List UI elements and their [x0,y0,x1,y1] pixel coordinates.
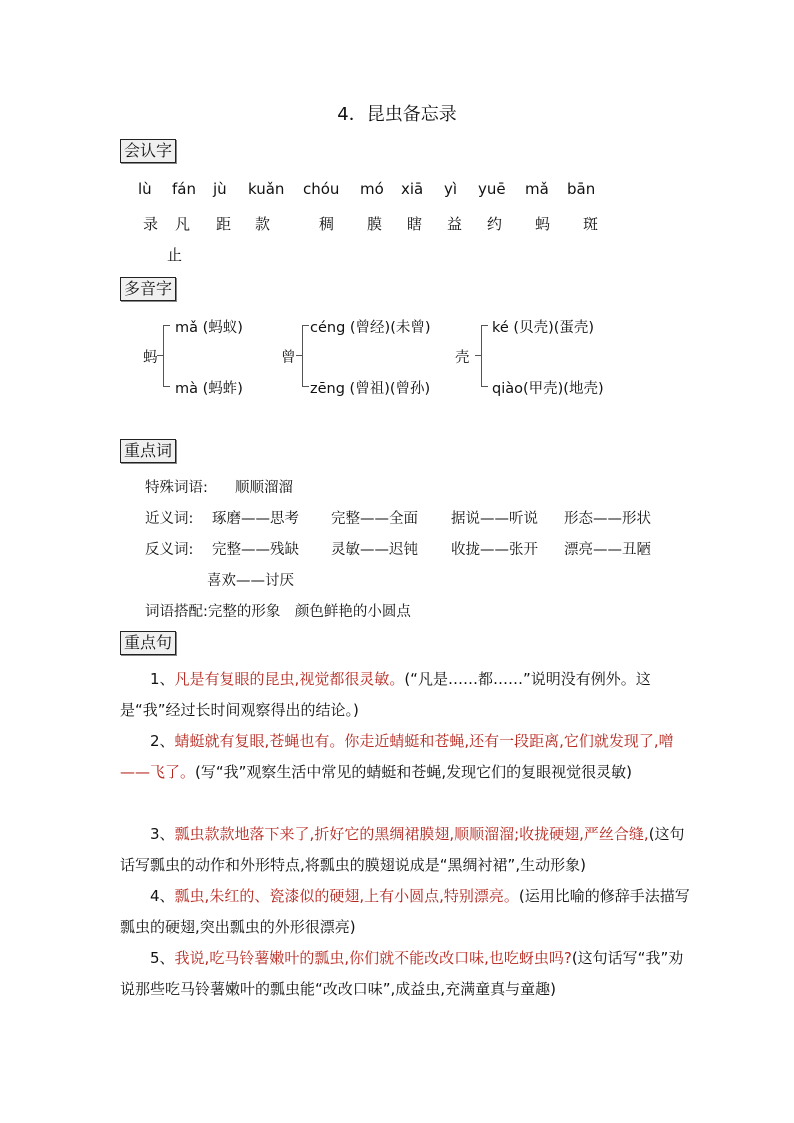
polyphone-zeng-top: céng (曾经)(未曾) [310,320,431,336]
polyphone-ma-bottom: mà (蚂蚱) [175,381,243,397]
polyphone-zeng-bottom: zēng (曾祖)(曾孙) [310,381,431,397]
hanzi-5: 稠 [319,215,335,233]
sentence-5-num: 5、 [150,949,175,967]
brace-mid-ma [157,355,163,356]
polyphone-char-zeng: 曾 [281,350,296,366]
polyphone-char-ma: 蚂 [143,350,158,366]
hanzi-7: 瞎 [407,215,423,233]
antonym-3: 收拢——张开 [451,542,538,558]
sentence-1-note: (“凡是……都……”说明没有例外。这是“我”经过长时间观察得出的结论。) [120,670,651,719]
sentence-3-note: (这句话写瓢虫的动作和外形特点,将瓢虫的膜翅说成是“黑绸衬裙”,生动形象) [120,825,685,874]
synonym-label: 近义词: [145,511,194,527]
hanzi-3: 距 [216,215,232,233]
brace-zeng [302,325,309,387]
sentence-4-text: 瓢虫,朱红的、瓷漆似的硬翅,上有小圆点,特别漂亮。 [174,887,519,905]
hanzi-1: 录 [143,215,159,233]
polyphone-ke-bottom: qiào(甲壳)(地壳) [492,381,604,397]
brace-ma [163,325,170,387]
pinyin-7: xiā [401,180,424,198]
antonym-2: 灵敏——迟钝 [331,542,418,558]
sentence-1-text: 凡是有复眼的昆虫,视觉都很灵敏。 [174,670,405,688]
pinyin-9: yuē [478,180,506,198]
special-words-value: 顺顺溜溜 [235,480,293,496]
brace-mid-ke [475,355,481,356]
hanzi-11: 斑 [583,215,599,233]
synonym-3: 据说——听说 [451,511,538,527]
hanzi-4: 款 [255,215,271,233]
polyphone-ma-top: mǎ (蚂蚁) [175,320,243,336]
brace-ke [481,325,488,387]
sentence-3-num: 3、 [150,825,175,843]
pinyin-5: chóu [303,180,340,198]
pinyin-8: yì [444,180,458,198]
word-collocation: 词语搭配:完整的形象 颜色鲜艳的小圆点 [145,604,411,620]
sentence-4 [120,881,690,943]
section-label-hui-ren-zi: 会认字 [120,139,176,163]
sentence-3-text: 瓢虫款款地落下来了,折好它的黑绸裙膜翅,顺顺溜溜;收拢硬翅,严丝合缝, [174,825,649,843]
sentence-4-num: 4、 [150,887,175,905]
sentence-4-note: (运用比喻的修辞手法描写瓢虫的硬翅,突出瓢虫的外形很漂亮) [120,887,690,936]
pinyin-1: lù [138,180,152,198]
pinyin-10: mǎ [525,180,549,198]
pinyin-2: fán [172,180,196,198]
sentence-5-text: 我说,吃马铃薯嫩叶的瓢虫,你们就不能改改口味,也吃蚜虫吗? [174,949,572,967]
sentence-1 [120,664,690,726]
section-label-duo-yin-zi: 多音字 [120,277,176,301]
sentence-1-num: 1、 [150,670,175,688]
antonym-extra: 喜欢——讨厌 [207,573,294,589]
hanzi-2: 凡 [175,215,191,233]
brace-mid-zeng [296,355,302,356]
hanzi-extra: 止 [167,246,183,264]
hanzi-10: 蚂 [535,215,551,233]
synonym-4: 形态——形状 [564,511,651,527]
sentence-2-note: (写“我”观察生活中常见的蜻蜓和苍蝇,发现它们的复眼视觉很灵敏) [195,763,633,781]
special-words-label: 特殊词语: [145,480,208,496]
polyphone-char-ke: 壳 [455,350,470,366]
sentence-2-num: 2、 [150,732,175,750]
pinyin-3: jù [213,180,227,198]
antonym-1: 完整——残缺 [212,542,299,558]
polyphone-ke-top: ké (贝壳)(蛋壳) [492,320,595,336]
section-label-zhong-dian-ju: 重点句 [120,631,176,655]
sentence-5-note: (这句话写“我”劝说那些吃马铃薯嫩叶的瓢虫能“改改口味”,成益虫,充满童真与童趣) [120,949,684,998]
pinyin-4: kuǎn [248,180,285,198]
section-label-zhong-dian-ci: 重点词 [120,439,176,463]
pinyin-6: mó [360,180,384,198]
hanzi-9: 约 [487,215,503,233]
synonym-1: 琢磨——思考 [212,511,299,527]
sentence-2 [120,726,690,788]
hanzi-8: 益 [447,215,463,233]
antonym-label: 反义词: [145,542,194,558]
synonym-2: 完整——全面 [331,511,418,527]
page-title: 4．昆虫备忘录 [337,104,457,125]
hanzi-6: 膜 [367,215,383,233]
sentence-5 [120,943,690,1005]
pinyin-11: bān [567,180,596,198]
sentence-2-text: 蜻蜓就有复眼,苍蝇也有。你走近蜻蜓和苍蝇,还有一段距离,它们就发现了,噌——飞了。 [120,732,674,781]
antonym-4: 漂亮——丑陋 [564,542,651,558]
sentence-3 [120,819,690,881]
